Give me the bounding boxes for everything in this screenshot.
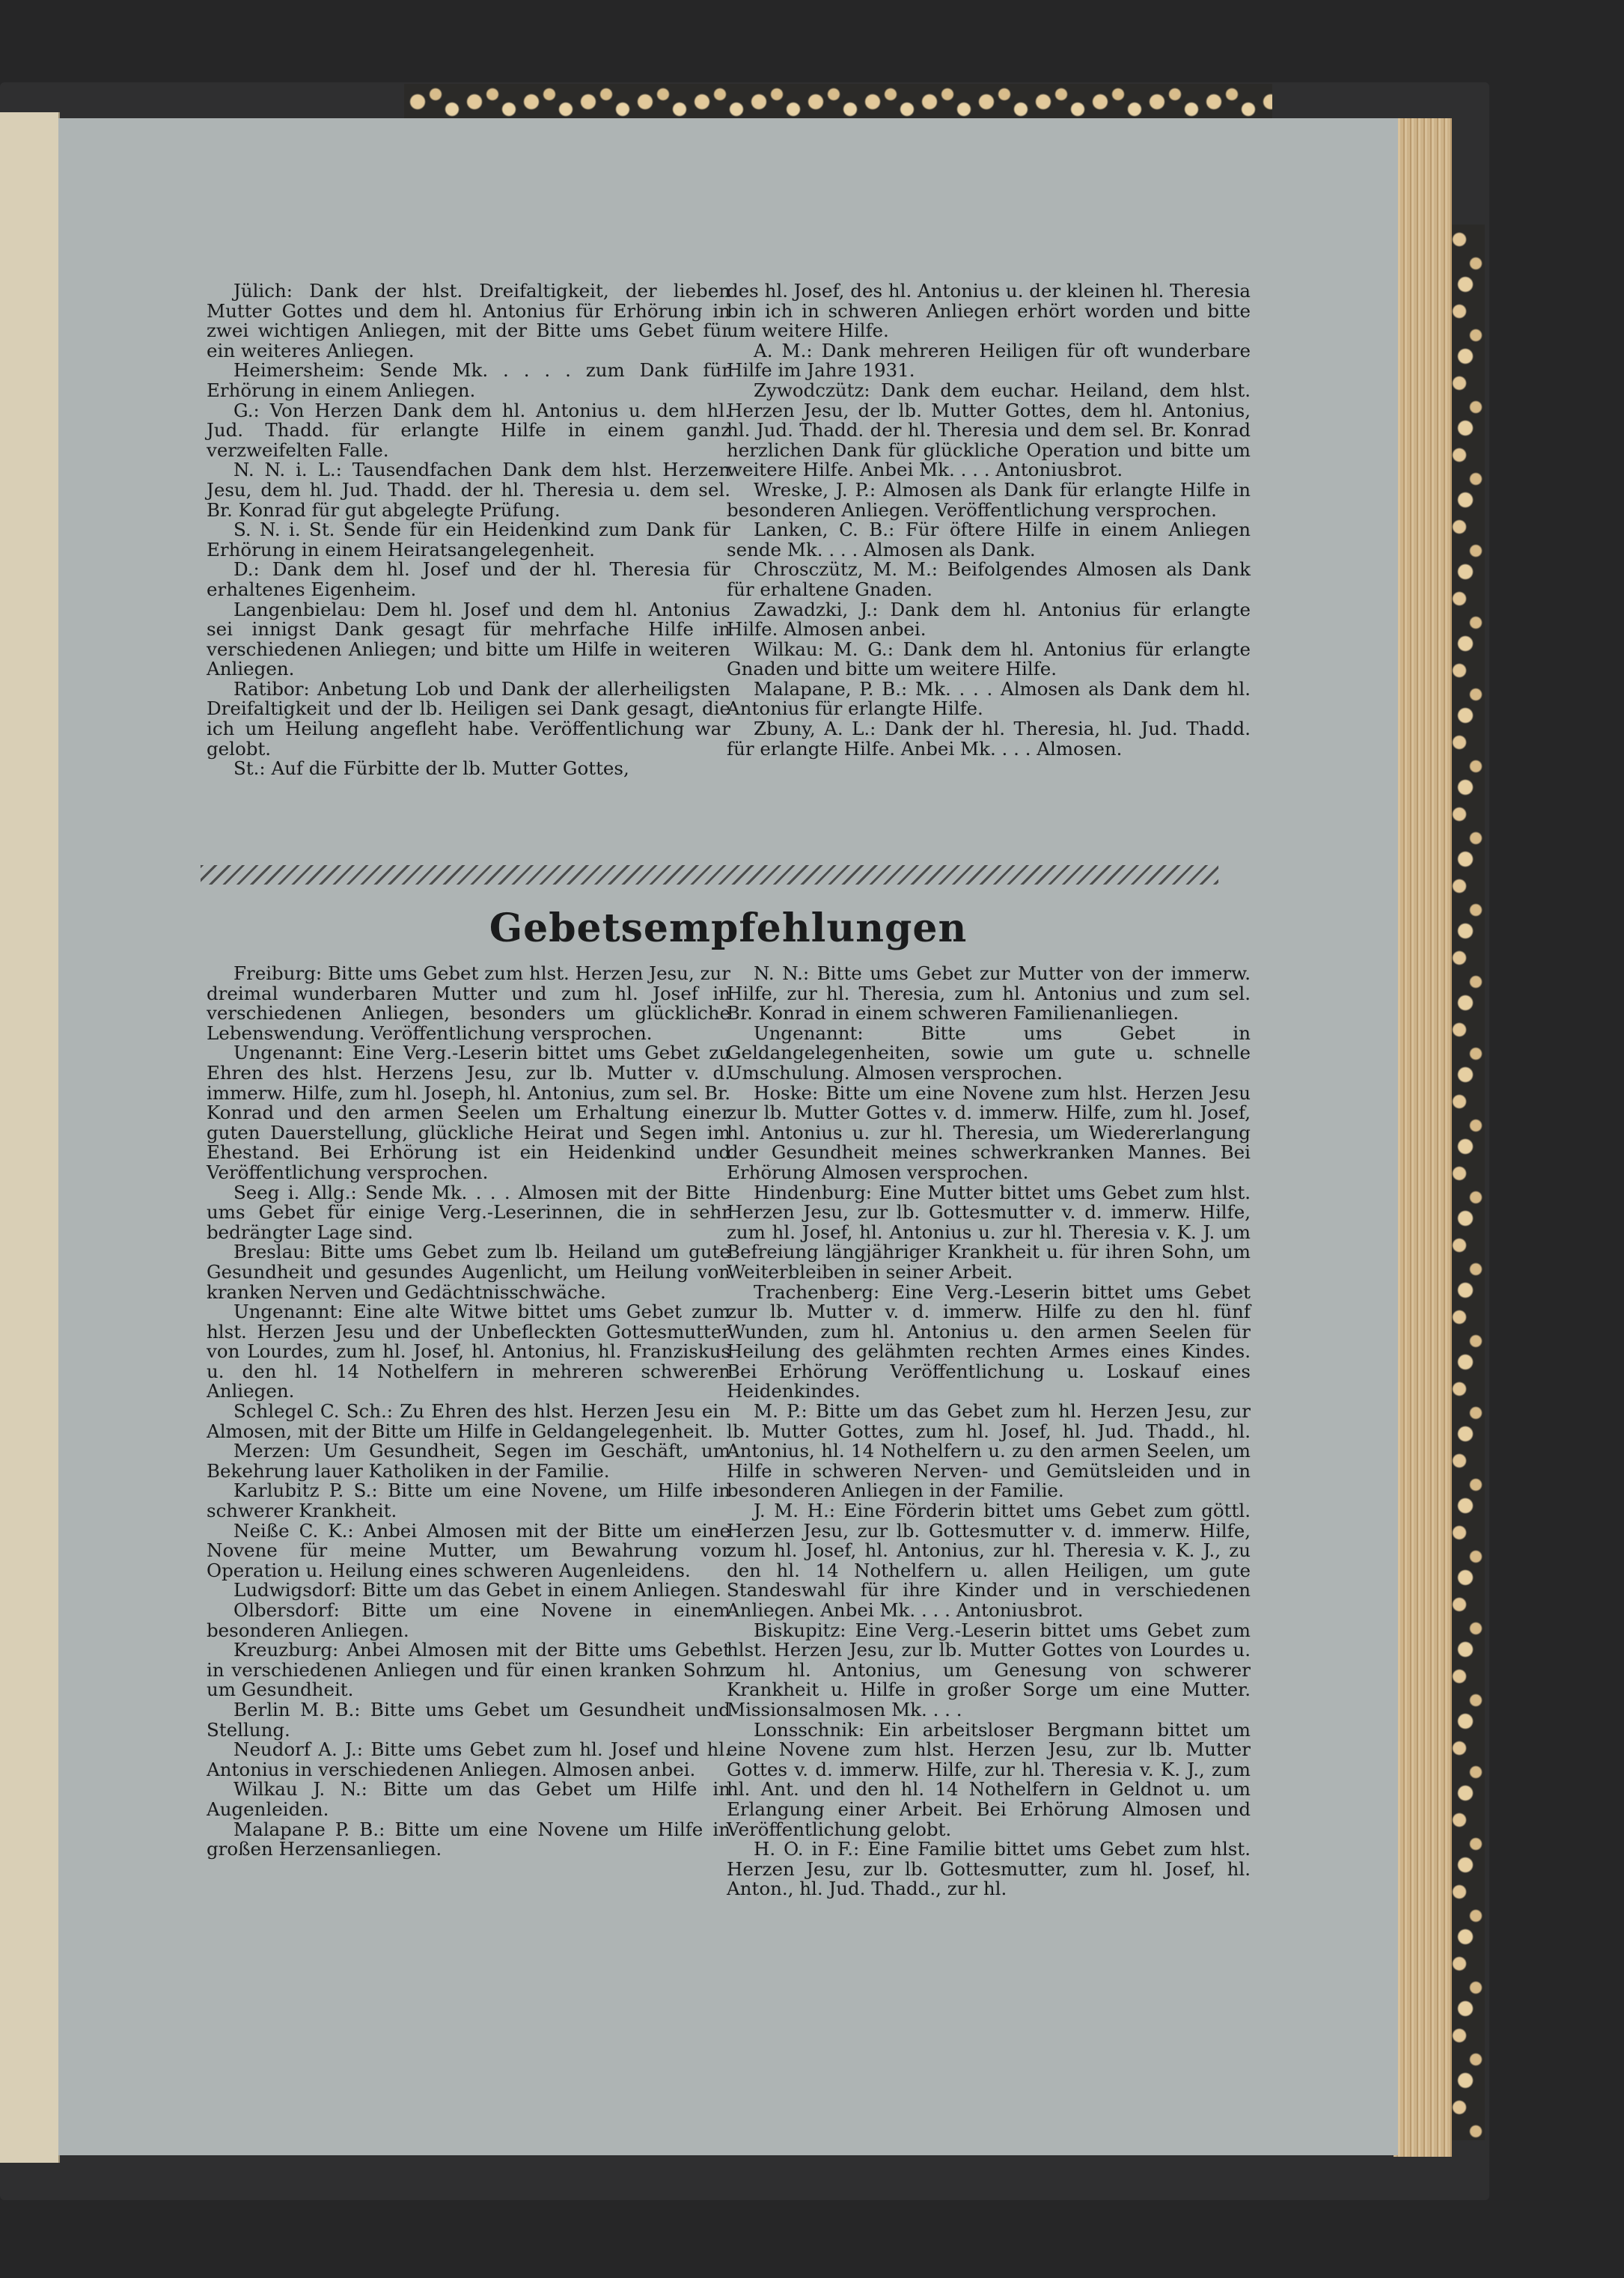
entry-paragraph: Wreske, J. P.: Almosen als Dank für erlangte Hilfe in besonderen Anliegen. Veröffentlichung versprochen. [727,478,1251,521]
entry-paragraph: N. N. i. L.: Tausendfachen Dank dem hlst. Herzen Jesu, dem hl. Jud. Thadd. der hl. Theresia u. dem sel. Br. Konrad für gut abgelegte Prüfung. [207,459,730,521]
entry-paragraph: Ungenannt: Eine Verg.-Leserin bittet ums Gebet zu Ehren des hlst. Herzens Jesu, zur lb. Mutter v. d. immerw. Hilfe, zum hl. Joseph, hl. Antonius, zum sel. Br. Konrad und den armen Seelen um Erhaltung einer guten Dauerstellung, glückliche Heirat und Segen im Ehestand. Bei Erhörung ist ein Heidenkind und Veröffentlichung versprochen. [207,1042,730,1183]
entry-paragraph: Zawadzki, J.: Dank dem hl. Antonius für erlangte Hilfe. Almosen anbei. [727,598,1251,641]
entry-paragraph: J. M. H.: Eine Förderin bittet ums Gebet zum göttl. Herzen Jesu, zur lb. Gottesmutter v. d. immerw. Hilfe, zum hl. Josef, hl. Antonius, zur hl. Theresia v. K. J., zu den hl. 14 Nothelfern u. allen Heiligen, um gute Standeswahl für ihre Kinder und in verschiedenen Anliegen. Anbei Mk. . . . Antoniusbrot. [727,1500,1251,1621]
entry-paragraph: Lonsschnik: Ein arbeitsloser Bergmann bittet um eine Novene zum hlst. Herzen Jesu, zur lb. Mutter Gottes v. d. immerw. Hilfe, zur hl. Theresia v. K. J., zum hl. Ant. und den hl. 14 Nothelfern in Geldnot u. um Erlangung einer Arbeit. Bei Erhörung Almosen und Veröffentlichung gelobt. [727,1718,1251,1840]
entry-paragraph: Karlubitz P. S.: Bitte um eine Novene, um Hilfe in schwerer Krankheit. [207,1480,730,1522]
entry-paragraph: Olbersdorf: Bitte um eine Novene in einem besonderen Anliegen. [207,1599,730,1641]
entry-paragraph: Langenbielau: Dem hl. Josef und dem hl. Antonius sei innigst Dank gesagt für mehrfache Hilfe in verschiedenen Anliegen; und bitte um Hilfe in weiteren Anliegen. [207,598,730,680]
entry-paragraph: Seeg i. Allg.: Sende Mk. . . . Almosen mit der Bitte ums Gebet für einige Verg.-Leserinnen, die in sehr bedrängter Lage sind. [207,1181,730,1243]
entry-paragraph: Breslau: Bitte ums Gebet zum lb. Heiland um gute Gesundheit und gesundes Augenlicht, um Heilung von kranken Nerven und Gedächtnisschwäche. [207,1241,730,1303]
entry-paragraph: Neudorf A. J.: Bitte ums Gebet zum hl. Josef und hl. Antonius in verschiedenen Anliegen. Almosen anbei. [207,1738,730,1780]
entry-paragraph: Zywodczütz: Dank dem euchar. Heiland, dem hlst. Herzen Jesu, der lb. Mutter Gottes, dem hl. Antonius, hl. Jud. Thadd. der hl. Theresia und dem sel. Br. Konrad herzlichen Dank für glückliche Operation und bitte um weitere Hilfe. Anbei Mk. . . . Antoniusbrot. [727,379,1251,481]
entry-paragraph: St.: Auf die Fürbitte der lb. Mutter Gottes, [233,757,629,780]
entry-paragraph: Ungenannt: Eine alte Witwe bittet ums Gebet zum hlst. Herzen Jesu und der Unbefleckten Gottesmutter von Lourdes, zum hl. Josef, hl. Antonius, hl. Franziskus u. den hl. 14 Nothelfern in mehreren schweren Anliegen. [207,1301,730,1402]
entry-paragraph: A. M.: Dank mehreren Heiligen für oft wunderbare Hilfe im Jahre 1931. [727,339,1251,382]
facing-page-edge [0,112,60,2163]
entry-paragraph: Merzen: Um Gesundheit, Segen im Geschäft, um Bekehrung lauer Katholiken in der Familie. [207,1440,730,1482]
entry-paragraph: Ungenannt: Bitte ums Gebet in Geldangelegenheiten, sowie um gute u. schnelle Umschulung. Almosen versprochen. [727,1022,1251,1084]
entry-paragraph: Malapane, P. B.: Mk. . . . Almosen als Dank dem hl. Antonius für erlangte Hilfe. [727,677,1251,720]
entry-paragraph: H. O. in F.: Eine Familie bittet ums Gebet zum hlst. Herzen Jesu, zur lb. Gottesmutter, zum hl. Josef, hl. Anton., hl. Jud. Thadd., zur hl. [727,1838,1251,1900]
entry-paragraph: Ratibor: Anbetung Lob und Dank der allerheiligsten Dreifaltigkeit und der lb. Heiligen sei Dank gesagt, die ich um Heilung angefleht habe. Veröffentlichung war gelobt. [207,677,730,760]
entry-paragraph: Neiße C. K.: Anbei Almosen mit der Bitte um eine Novene für meine Mutter, um Bewahrung vor Operation u. Heilung eines schweren Augenleidens. [207,1519,730,1581]
entry-paragraph: Schlegel C. Sch.: Zu Ehren des hlst. Herzen Jesu ein Almosen, mit der Bitte um Hilfe in Geldangelegenheit. [207,1400,730,1442]
ornamental-divider [201,865,1218,885]
column-bottom-right [727,964,1251,1899]
entry-paragraph: des hl. Josef, des hl. Antonius u. der kleinen hl. Theresia bin ich in schweren Anliegen erhört worden und bitte um weitere Hilfe. [727,280,1251,342]
entry-paragraph: Wilkau J. N.: Bitte um das Gebet um Hilfe in Augenleiden. [207,1778,730,1820]
column-top-right [727,281,1251,759]
entry-paragraph: Chrosczütz, M. M.: Beifolgendes Almosen als Dank für erhaltene Gnaden. [727,558,1251,600]
entry-paragraph: Berlin M. B.: Bitte ums Gebet um Gesundheit und Stellung. [207,1698,730,1741]
entry-paragraph: Heimersheim: Sende Mk. . . . . zum Dank für Erhörung in einem Anliegen. [207,359,730,401]
entry-paragraph: N. N.: Bitte ums Gebet zur Mutter von der immerw. Hilfe, zur hl. Theresia, zum hl. Antonius und zum sel. Br. Konrad in einem schweren Familienanliegen. [727,962,1251,1025]
page-stack-edge [1393,118,1452,2157]
entry-paragraph: Freiburg: Bitte ums Gebet zum hlst. Herzen Jesu, zur dreimal wunderbaren Mutter und zum hl. Josef in verschiedenen Anliegen, besonders um glückliche Lebenswendung. Veröffentlichung versprochen. [207,962,730,1044]
entry-paragraph: Zbuny, A. L.: Dank der hl. Theresia, hl. Jud. Thadd. für erlangte Hilfe. Anbei Mk. . . . Almosen. [727,718,1251,760]
entry-paragraph: G.: Von Herzen Dank dem hl. Antonius u. dem hl. Jud. Thadd. für erlangte Hilfe in einem ganz verzweifelten Falle. [207,399,730,461]
entry-paragraph: M. P.: Bitte um das Gebet zum hl. Herzen Jesu, zur lb. Mutter Gottes, zum hl. Josef, hl. Jud. Thadd., hl. Antonius, hl. 14 Nothelfern u. zu den armen Seelen, um Hilfe in schweren Nerven- und Gemütsleiden und in besonderen Anliegen in der Familie. [727,1400,1251,1502]
entry-paragraph: Hoske: Bitte um eine Novene zum hlst. Herzen Jesu zur lb. Mutter Gottes v. d. immerw. Hilfe, zum hl. Josef, hl. Antonius u. zur hl. Theresia, um Wiedererlangung der Gesundheit meines schwerkranken Mannes. Bei Erhörung Almosen versprochen. [727,1081,1251,1183]
entry-paragraph: Trachenberg: Eine Verg.-Leserin bittet ums Gebet zur lb. Mutter v. d. immerw. Hilfe zu den hl. fünf Wunden, zum hl. Antonius u. den armen Seelen für Heilung des gelähmten rechten Armes eines Kindes. Bei Erhörung Veröffentlichung u. Loskauf eines Heidenkindes. [727,1280,1251,1402]
entry-paragraph: Ludwigsdorf: Bitte um das Gebet in einem Anliegen. [233,1579,721,1601]
column-bottom-left [207,964,730,1860]
section-heading: Gebetsempfehlungen [489,906,968,951]
entry-paragraph: Kreuzburg: Anbei Almosen mit der Bitte ums Gebet in verschiedenen Anliegen und für einen kranken Sohn um Gesundheit. [207,1639,730,1701]
entry-paragraph: Wilkau: M. G.: Dank dem hl. Antonius für erlangte Gnaden und bitte um weitere Hilfe. [727,638,1251,680]
entry-paragraph: S. N. i. St. Sende für ein Heidenkind zum Dank für Erhörung in einem Heiratsangelegenheit. [207,519,730,561]
entry-paragraph: D.: Dank dem hl. Josef und der hl. Theresia für erhaltenes Eigenheim. [207,558,730,600]
entry-paragraph: Biskupitz: Eine Verg.-Leserin bittet ums Gebet zum hlst. Herzen Jesu, zur lb. Mutter Gottes von Lourdes u. zum hl. Antonius, um Genesung von schwerer Krankheit u. Hilfe in großer Sorge um eine Mutter. Missionsalmosen Mk. . . . [727,1619,1251,1720]
scanned-page [58,118,1398,2155]
column-top-left [207,281,730,779]
entry-paragraph: Malapane P. B.: Bitte um eine Novene um Hilfe in großen Herzensanliegen. [207,1818,730,1860]
marbled-edge-top [404,84,1272,120]
marbled-edge-right [1450,225,1485,2140]
entry-paragraph: Lanken, C. B.: Für öftere Hilfe in einem Anliegen sende Mk. . . . Almosen als Dank. [727,519,1251,561]
entry-paragraph: Jülich: Dank der hlst. Dreifaltigkeit, der lieben Mutter Gottes und dem hl. Antonius für Erhörung in zwei wichtigen Anliegen, mit der Bitte ums Gebet für ein weiteres Anliegen. [207,280,730,361]
entry-paragraph: Hindenburg: Eine Mutter bittet ums Gebet zum hlst. Herzen Jesu, zur lb. Gottesmutter v. d. immerw. Hilfe, zum hl. Josef, hl. Antonius u. zur hl. Theresia v. K. J. um Befreiung längjähriger Krankheit u. für ihren Sohn, um Weiterbleiben in seiner Arbeit. [727,1181,1251,1283]
